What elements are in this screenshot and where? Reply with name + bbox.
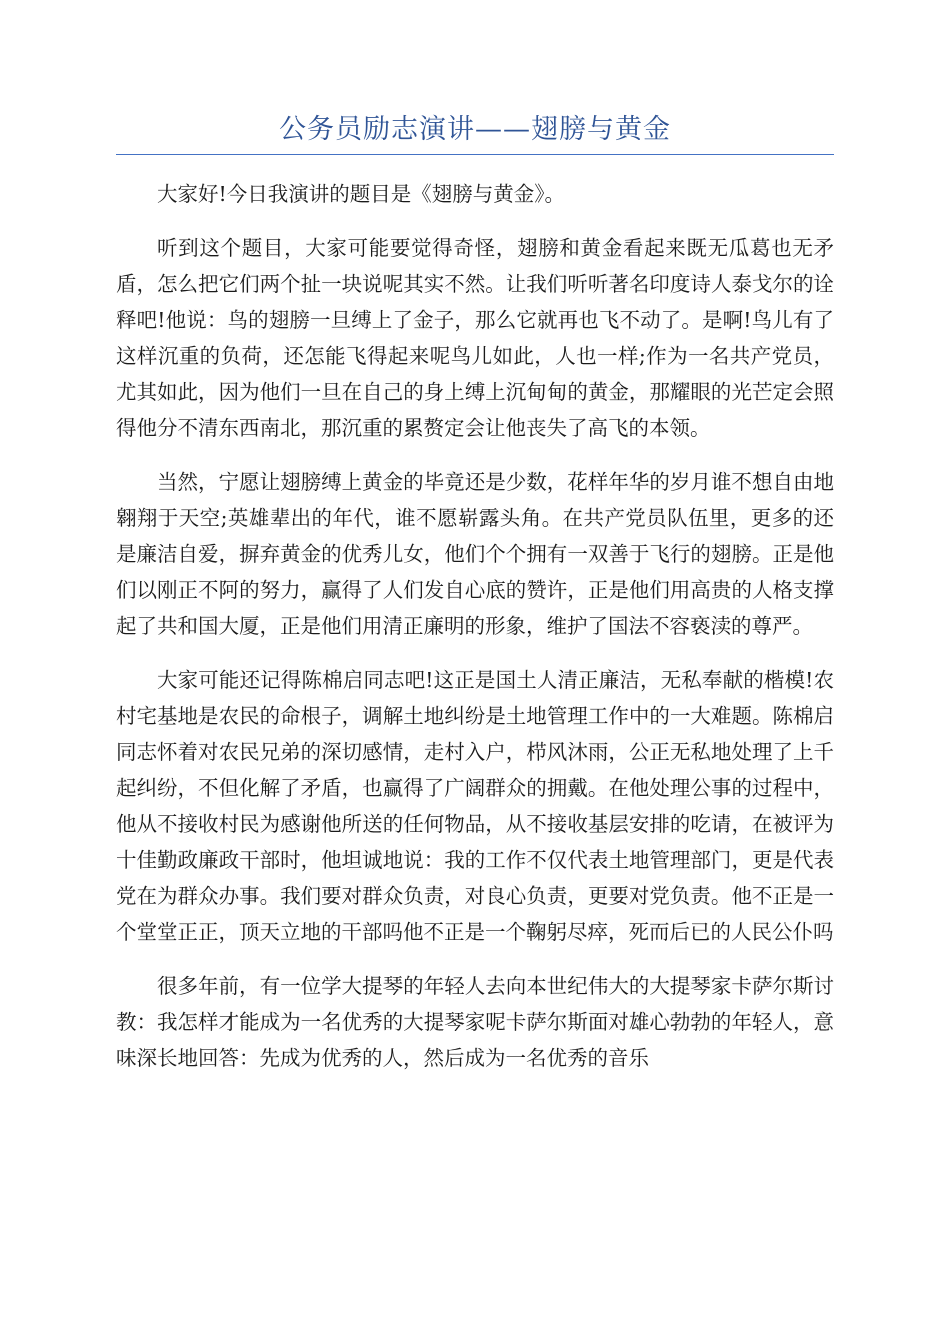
document-body (116, 176, 834, 1094)
paragraph-casals: 很多年前，有一位学大提琴的年轻人去向本世纪伟大的大提琴家卡萨尔斯讨教：我怎样才能成为一名优秀的大提琴家呢卡萨尔斯面对雄心勃勃的年轻人，意味深长地回答：先成为优秀的人，然后成为一名优秀的音乐 (116, 974, 834, 1070)
paragraph-greeting: 大家好!今日我演讲的题目是《翅膀与黄金》。 (157, 182, 565, 206)
paragraph-tagore: 听到这个题目，大家可能要觉得奇怪，翅膀和黄金看起来既无瓜葛也无矛盾，怎么把它们两个扯一块说呢其实不然。让我们听听著名印度诗人泰戈尔的诠释吧!他说：鸟的翅膀一旦缚上了金子，那么它就再也飞不动了。是啊!鸟儿有了这样沉重的负荷，还怎能飞得起来呢鸟儿如此，人也一样;作为一名共产党员，尤其如此，因为他们一旦在自己的身上缚上沉甸甸的黄金，那耀眼的光芒定会照得他分不清东西南北，那沉重的累赘定会让他丧失了高飞的本领。 (116, 236, 834, 440)
document-title: 公务员励志演讲——翅膀与黄金 (279, 114, 671, 145)
title-underline (116, 154, 834, 155)
paragraph-chen-mianqi: 大家可能还记得陈棉启同志吧!这正是国土人清正廉洁，无私奉献的楷模!农村宅基地是农民的命根子，调解土地纠纷是土地管理工作中的一大难题。陈棉启同志怀着对农民兄弟的深切感情，走村入户，栉风沐雨，公正无私地处理了上千起纠纷，不但化解了矛盾，也赢得了广阔群众的拥戴。在他处理公事的过程中，他从不接收村民为感谢他所送的任何物品，从不接收基层安排的吃请，在被评为十佳勤政廉政干部时，他坦诚地说：我的工作不仅代表土地管理部门，更是代表党在为群众办事。我们要对群众负责，对良心负责，更要对党负责。他不正是一个堂堂正正，顶天立地的干部吗他不正是一个鞠躬尽瘁，死而后已的人民公仆吗 (116, 668, 834, 944)
paragraph-integrity: 当然，宁愿让翅膀缚上黄金的毕竟还是少数，花样年华的岁月谁不想自由地翱翔于天空;英雄辈出的年代，谁不愿崭露头角。在共产党员队伍里，更多的还是廉洁自爱，摒弃黄金的优秀儿女，他们个个拥有一双善于飞行的翅膀。正是他们以刚正不阿的努力，赢得了人们发自心底的赞许，正是他们用高贵的人格支撑起了共和国大厦，正是他们用清正廉明的形象，维护了国法不容亵渎的尊严。 (116, 470, 834, 638)
